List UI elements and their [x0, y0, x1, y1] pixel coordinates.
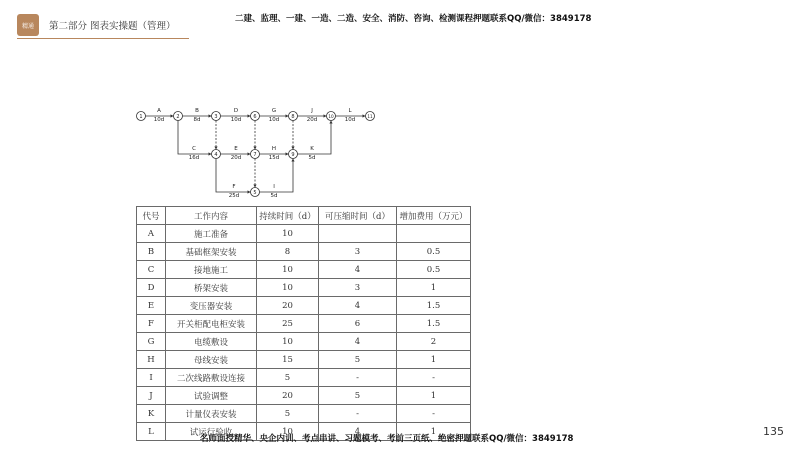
- arrowhead: [291, 159, 294, 162]
- table-cell: 10: [257, 333, 319, 351]
- table-cell: E: [137, 297, 166, 315]
- activity-code-label: H: [271, 146, 277, 152]
- arrowhead: [286, 152, 289, 155]
- activity-code-label: L: [348, 108, 352, 114]
- table-cell: 0.5: [397, 261, 471, 279]
- table-cell: 母线安装: [166, 351, 257, 369]
- activity-duration-label: 5d: [308, 155, 316, 161]
- table-row: [137, 387, 471, 405]
- activity-duration-label: 20d: [306, 117, 318, 123]
- table-cell: 1.5: [397, 297, 471, 315]
- table-cell: 10: [257, 225, 319, 243]
- header-duration: 持续时间（d）: [257, 207, 319, 225]
- header-code: 代号: [137, 207, 166, 225]
- activity-duration-label: 8d: [193, 117, 201, 123]
- network-node-label: 3: [214, 113, 218, 120]
- table-row: [137, 315, 471, 333]
- network-node-label: 2: [176, 113, 180, 120]
- arrowhead: [248, 114, 251, 117]
- table-cell: 25: [257, 315, 319, 333]
- table-cell: 1: [397, 351, 471, 369]
- network-node-label: 10: [328, 113, 334, 119]
- arrowhead: [171, 114, 174, 117]
- arrowhead: [253, 185, 256, 188]
- table-cell: D: [137, 279, 166, 297]
- table-row: [137, 225, 471, 243]
- activity-code-label: F: [232, 184, 236, 190]
- table-cell: 20: [257, 297, 319, 315]
- table-cell: 8: [257, 243, 319, 261]
- arrowhead: [248, 190, 251, 193]
- table-cell: 5: [257, 369, 319, 387]
- activity-code-label: G: [271, 108, 277, 114]
- table-cell: 5: [319, 351, 397, 369]
- table-cell: [319, 225, 397, 243]
- table-cell: G: [137, 333, 166, 351]
- table-cell: 0.5: [397, 243, 471, 261]
- header-work-content: 工作内容: [166, 207, 257, 225]
- table-cell: 试运行验收: [166, 423, 257, 441]
- table-cell: 二次线路敷设连接: [166, 369, 257, 387]
- table-row: [137, 279, 471, 297]
- table-cell: F: [137, 315, 166, 333]
- footer-contact-notice: 名师面授精华、央企内训、考点串讲、习题模考、考前三页纸、绝密押题联系QQ/微信：3849178: [200, 434, 574, 444]
- activity-code-label: J: [311, 108, 313, 114]
- page-number: 135: [763, 425, 784, 438]
- table-cell: 4: [319, 333, 397, 351]
- table-cell: 接地施工: [166, 261, 257, 279]
- logo-badge: 精通: [17, 14, 39, 36]
- table-row: [137, 351, 471, 369]
- table-cell: 基础框架安装: [166, 243, 257, 261]
- network-node-label: 8: [291, 113, 295, 120]
- table-row: [137, 297, 471, 315]
- activity-table: [136, 206, 471, 441]
- arrowhead: [324, 114, 327, 117]
- network-node-label: 6: [253, 113, 257, 120]
- table-row: [137, 261, 471, 279]
- table-cell: 施工准备: [166, 225, 257, 243]
- activity-code-label: I: [273, 184, 275, 190]
- table-cell: 5: [257, 405, 319, 423]
- activity-code-label: A: [157, 108, 161, 114]
- table-cell: I: [137, 369, 166, 387]
- network-diagram: [132, 100, 382, 204]
- table-cell: 1: [397, 279, 471, 297]
- table-cell: A: [137, 225, 166, 243]
- table-cell: 计量仪表安装: [166, 405, 257, 423]
- network-node-label: 1: [139, 113, 143, 120]
- table-cell: 20: [257, 387, 319, 405]
- table-cell: 3: [319, 279, 397, 297]
- table-cell: 5: [319, 387, 397, 405]
- table-cell: 6: [319, 315, 397, 333]
- section-title: 第二部分 图表实操题（管理）: [49, 21, 176, 32]
- header-divider: [17, 38, 189, 39]
- activity-code-label: C: [192, 146, 196, 152]
- table-cell: 4: [319, 261, 397, 279]
- table-cell: 2: [397, 333, 471, 351]
- table-row: [137, 369, 471, 387]
- activity-arrow: [298, 121, 332, 155]
- table-cell: 10: [257, 279, 319, 297]
- arrowhead: [214, 147, 217, 150]
- network-node-label: 7: [253, 151, 257, 158]
- arrowhead: [291, 147, 294, 150]
- activity-duration-label: 25d: [228, 193, 240, 199]
- activity-duration-label: 5d: [270, 193, 278, 199]
- activity-duration-label: 10d: [153, 117, 165, 123]
- network-node-label: 5: [253, 189, 257, 196]
- activity-duration-label: 20d: [230, 155, 242, 161]
- table-cell: 1: [397, 423, 471, 441]
- network-node-label: 11: [367, 113, 373, 119]
- arrowhead: [209, 114, 212, 117]
- table-cell: 15: [257, 351, 319, 369]
- arrowhead: [329, 121, 332, 124]
- table-cell: 桥架安装: [166, 279, 257, 297]
- arrowhead: [209, 152, 212, 155]
- activity-duration-label: 15d: [268, 155, 280, 161]
- table-cell: -: [319, 405, 397, 423]
- activity-code-label: B: [195, 108, 199, 114]
- table-cell: 变压器安装: [166, 297, 257, 315]
- arrowhead: [363, 114, 366, 117]
- table-cell: 试验调整: [166, 387, 257, 405]
- header-contact-notice: 二建、监理、一建、一造、二造、安全、消防、咨询、检测课程押题联系QQ/微信：3849178: [235, 14, 592, 24]
- table-cell: J: [137, 387, 166, 405]
- table-cell: 1.5: [397, 315, 471, 333]
- table-cell: 4: [319, 297, 397, 315]
- table-cell: 开关柜配电柜安装: [166, 315, 257, 333]
- table-cell: -: [397, 369, 471, 387]
- arrowhead: [286, 114, 289, 117]
- table-cell: [397, 225, 471, 243]
- table-cell: 10: [257, 423, 319, 441]
- activity-duration-label: 16d: [188, 155, 200, 161]
- arrowhead: [248, 152, 251, 155]
- table-row: [137, 333, 471, 351]
- activity-arrow: [260, 159, 294, 193]
- table-cell: 4: [319, 423, 397, 441]
- table-cell: C: [137, 261, 166, 279]
- header-added-cost: 增加费用（万元）: [397, 207, 471, 225]
- activity-duration-label: 10d: [268, 117, 280, 123]
- table-cell: 电缆敷设: [166, 333, 257, 351]
- table-cell: 10: [257, 261, 319, 279]
- activity-code-label: K: [310, 146, 314, 152]
- table-cell: H: [137, 351, 166, 369]
- activity-duration-label: 10d: [230, 117, 242, 123]
- header-compressible-time: 可压缩时间（d）: [319, 207, 397, 225]
- activity-code-label: E: [234, 146, 238, 152]
- table-cell: -: [319, 369, 397, 387]
- arrowhead: [253, 147, 256, 150]
- table-row: [137, 243, 471, 261]
- table-header-row: [137, 207, 471, 225]
- table-cell: L: [137, 423, 166, 441]
- table-cell: K: [137, 405, 166, 423]
- network-node-label: 9: [291, 151, 295, 158]
- table-cell: B: [137, 243, 166, 261]
- table-cell: -: [397, 405, 471, 423]
- activity-code-label: D: [233, 108, 239, 114]
- table-row: [137, 405, 471, 423]
- table-cell: 3: [319, 243, 397, 261]
- network-node-label: 4: [214, 151, 218, 158]
- activity-duration-label: 10d: [344, 117, 356, 123]
- table-cell: 1: [397, 387, 471, 405]
